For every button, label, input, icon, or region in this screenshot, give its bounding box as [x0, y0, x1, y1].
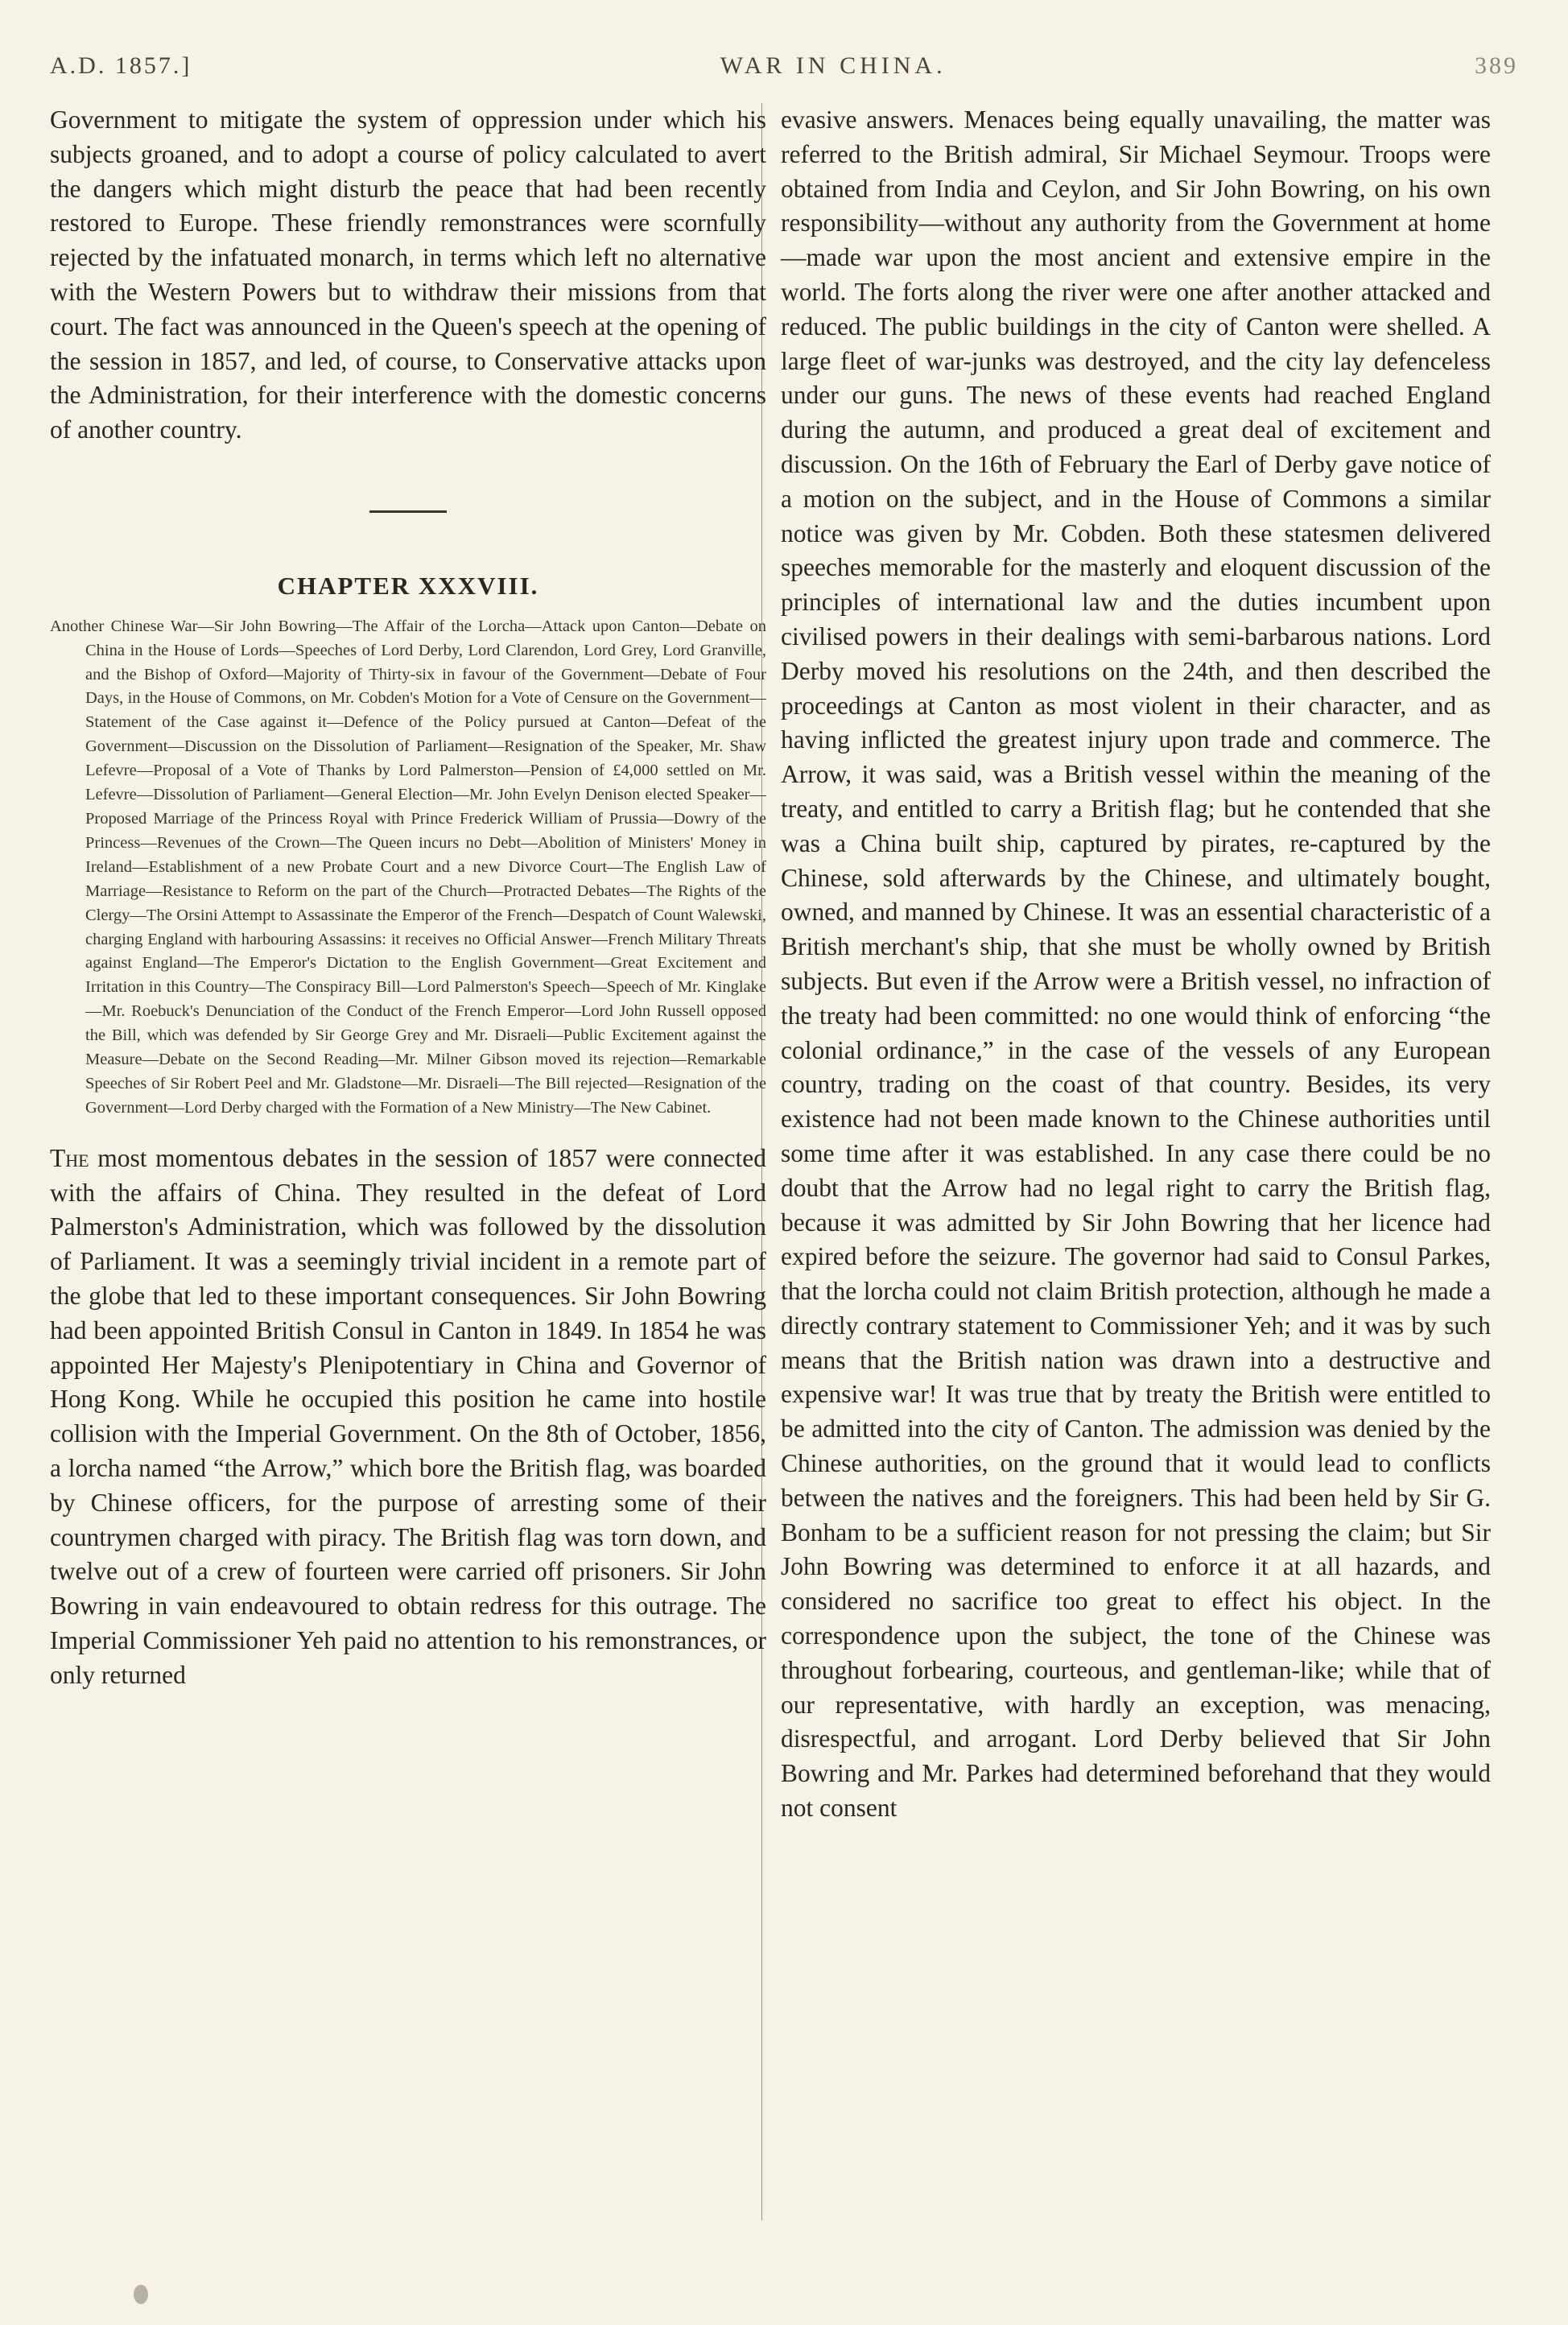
right-column — [781, 103, 1491, 1826]
chapter-heading: CHAPTER XXXVIII. — [277, 571, 539, 600]
header-date: A.D. 1857.] — [50, 52, 192, 79]
left-column — [50, 103, 766, 1693]
ink-blot — [134, 2285, 148, 2304]
running-header — [50, 47, 1518, 85]
right-paragraph: evasive answers. Menaces being equally unavailing, the matter was referred to the British admiral, Sir Michael Seymour. Troops were obtained from India and Ceylon, and Sir John Bowring, on his own responsibility—without any authority from the Government at home—made war upon the most ancient and extensive empire in the world. The forts along the river were one after another attacked and reduced. The public buildings in the city of Canton were shelled. A large fleet of war-junks was destroyed, and the city lay defenceless under our guns. The news of these events had reached England during the autumn, and produced a great deal of excitement and discussion. On the 16th of February the Earl of Derby gave notice of a motion on the subject, and in the House of Commons a similar notice was given by Mr. Cobden. Both these statesmen delivered speeches memorable for the masterly and eloquent discussion of the principles of international law and the duties incumbent upon civilised powers in their dealings with semi-barbarous nations. Lord Derby moved his resolutions on the 24th, and then described the proceedings at Canton as most violent in their character, and as having inflicted the greatest injury upon trade and commerce. The Arrow, it was said, was a British vessel within the meaning of the treaty, and entitled to carry a British flag; but he contended that she was a China built ship, captured by pirates, re-captured by the Chinese, sold afterwards by the Chinese, and ultimately bought, owned, and manned by Chinese. It was an essential characteristic of a British merchant's ship, that she must be wholly owned by British subjects. But even if the Arrow were a British vessel, no infraction of the treaty had been committed: no one would think of enforcing “the colonial ordinance,” in the case of the vessels of any European country, trading on the coast of that country. Besides, its very existence had not been made known to the Chinese authorities until some time after it was established. In any case there could be no doubt that the Arrow had no legal right to carry the British flag, because it was admitted by Sir John Bowring that her licence had expired before the seizure. The governor had said to Consul Parkes, that the lorcha could not claim British protection, although he made a directly contrary statement to Commissioner Yeh; and it was by such means that the British nation was drawn into a destructive and expensive war! It was true that by treaty the British were entitled to be admitted into the city of Canton. The admission was denied by the Chinese authorities, on the ground that it would lead to conflicts between the natives and the foreigners. This had been held by Sir G. Bonham to be a sufficient reason for not pressing the claim; but Sir John Bowring was determined to enforce it at all hazards, and considered no sacrifice too great to effect his object. In the correspondence upon the subject, the tone of the Chinese was throughout forbearing, courteous, and gentleman-like; while that of our representative, with hardly an exception, was menacing, disrespectful, and arrogant. Lord Derby believed that Sir John Bowring and Mr. Parkes had determined beforehand that they would not consent — [781, 105, 1491, 1823]
drop-word: The — [50, 1143, 89, 1172]
chapter-body-paragraph — [50, 1142, 766, 1693]
body-text: most momentous debates in the session of 1857 were connected with the affairs of China. They resulted in the defeat of Lord Palmerston's Administration, which was followed by the dissolution of Parliament. It was a seemingly trivial incident in a remote part of the globe that led to these important consequences. Sir John Bowring had been appointed British Consul in Canton in 1849. In 1854 he was appointed Her Majesty's Plenipotentiary in China and Governor of Hong Kong. While he occupied this position he came into hostile collision with the Imperial Government. On the 8th of October, 1856, a lorcha named “the Arrow,” which bore the British flag, was boarded by Chinese officers, for the purpose of arresting some of their countrymen charged with piracy. The British flag was torn down, and twelve out of a crew of fourteen were carried off prisoners. Sir John Bowring in vain endeavoured to obtain redress for this outrage. The Imperial Commissioner Yeh paid no attention to his remonstrances, or only returned — [50, 1143, 767, 1689]
section-rule — [369, 510, 447, 513]
header-title: WAR IN CHINA. — [720, 52, 947, 79]
intro-paragraph: Government to mitigate the system of oppression under which his subjects groaned, and to adopt a course of policy calculated to avert the dangers which might disturb the peace that had been recently restored to Europe. These friendly remonstrances were scornfully rejected by the infatuated monarch, in terms which left no alternative with the Western Powers but to withdraw their missions from that court. The fact was announced in the Queen's speech at the opening of the session in 1857, and led, of course, to Conservative attacks upon the Administration, for their interference with the domestic concerns of another country. — [50, 105, 766, 444]
page-number: 389 — [1475, 52, 1518, 79]
chapter-summary: Another Chinese War—Sir John Bowring—The Affair of the Lorcha—Attack upon Canton—Debate on China in the House of Lords—Speeches of Lord Derby, Lord Clarendon, Lord Grey, Lord Granville, and the Bishop of Oxford—Majority of Thirty-six in favour of the Government—Debate of Four Days, in the House of Commons, on Mr. Cobden's Motion for a Vote of Censure on the Government—Statement of the Case against it—Defence of the Policy pursued at Canton—Defeat of the Government—Discussion on the Dissolution of Parliament—Resignation of the Speaker, Mr. Shaw Lefevre—Proposal of a Vote of Thanks by Lord Palmerston—Pension of £4,000 settled on Mr. Lefevre—Dissolution of Parliament—General Election—Mr. John Evelyn Denison elected Speaker—Proposed Marriage of the Princess Royal with Prince Frederick William of Prussia—Dowry of the Princess—Revenues of the Crown—The Queen incurs no Debt—Abolition of Ministers' Money in Ireland—Establishment of a new Probate Court and a new Divorce Court—The English Law of Marriage—Resistance to Reform on the part of the Church—Protracted Debates—The Rights of the Clergy—The Orsini Attempt to Assassinate the Emperor of the French—Despatch of Count Walewski, charging England with harbouring Assassins: it receives no Official Answer—French Military Threats against England—The Emperor's Dictation to the English Government—Great Excitement and Irritation in this Country—The Conspiracy Bill—Lord Palmerston's Speech—Speech of Mr. Kinglake—Mr. Roebuck's Denunciation of the Conduct of the French Emperor—Lord John Russell opposed the Bill, which was defended by Sir George Grey and Mr. Disraeli—Public Excitement against the Measure—Debate on the Second Reading—Mr. Milner Gibson moved its rejection—Remarkable Speeches of Sir Robert Peel and Mr. Gladstone—Mr. Disraeli—The Bill rejected—Resignation of the Government—Lord Derby charged with the Formation of a New Ministry—The New Cabinet. — [50, 617, 766, 1117]
